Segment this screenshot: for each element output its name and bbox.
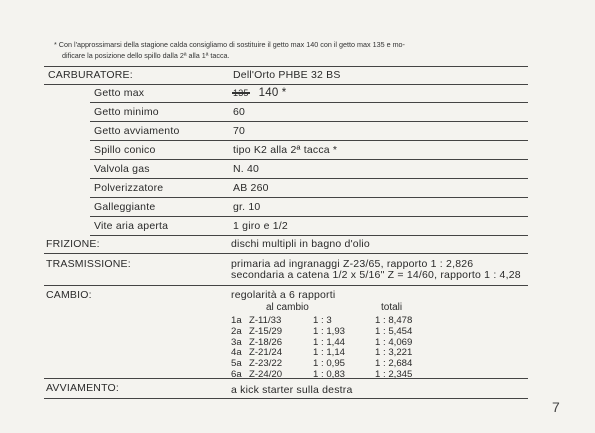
struck-value: 135 bbox=[233, 88, 249, 98]
gear-cell-z: Z-18/26 bbox=[249, 336, 283, 348]
gear-cell-z: Z-15/29 bbox=[249, 325, 283, 337]
gear-cell-total: 1 : 5,454 bbox=[375, 325, 413, 337]
gear-cell-z: Z-23/22 bbox=[249, 358, 283, 370]
rule bbox=[44, 398, 528, 399]
gear-cell-ratio: 1 : 1,44 bbox=[313, 336, 346, 348]
trasmissione-line-2: secondaria a catena 1/2 x 5/16" Z = 14/60, rapporto 1 : 4,28 bbox=[231, 269, 521, 281]
gear-cell-gear: 2a bbox=[231, 325, 242, 337]
carb-row-value: AB 260 bbox=[233, 182, 269, 194]
carb-row-value: 70 bbox=[233, 125, 246, 137]
rule bbox=[90, 216, 528, 217]
gear-cell-gear: 5a bbox=[231, 358, 242, 370]
avviamento-label: AVVIAMENTO: bbox=[46, 382, 119, 394]
rule bbox=[90, 121, 528, 122]
rule bbox=[90, 197, 528, 198]
gear-cell-ratio: 1 : 1,14 bbox=[313, 347, 346, 359]
carb-row-label: Valvola gas bbox=[94, 163, 150, 175]
corrected-value: 140 * bbox=[258, 87, 287, 99]
carb-row-value: tipo K2 alla 2ª tacca * bbox=[233, 144, 338, 156]
gear-cell-z: Z-21/24 bbox=[249, 347, 283, 359]
gear-cell-ratio: 1 : 0,83 bbox=[313, 369, 346, 380]
note-line-2: dificare la posizione dello spillo dalla 2ª alla 1ª tacca. bbox=[62, 51, 230, 60]
gear-cell-gear: 1a bbox=[231, 315, 242, 326]
carb-row-label: Getto avviamento bbox=[94, 125, 180, 137]
trasmissione-label: TRASMISSIONE: bbox=[46, 258, 131, 270]
rule bbox=[44, 378, 528, 379]
page-number: 7 bbox=[552, 399, 560, 415]
cambio-col-header: al cambio bbox=[266, 302, 309, 313]
carb-row-label: Polverizzatore bbox=[94, 182, 164, 194]
rule bbox=[90, 178, 528, 179]
trasmissione-line-1: primaria ad ingranaggi Z-23/65, rapporto 1 : 2,826 bbox=[231, 258, 474, 270]
gear-cell-gear: 3a bbox=[231, 336, 242, 348]
gear-cell-gear: 6a bbox=[231, 369, 242, 380]
carb-row-value: gr. 10 bbox=[233, 201, 261, 213]
carb-row-label: Galleggiante bbox=[94, 201, 156, 213]
cambio-intro: regolarità a 6 rapporti bbox=[231, 289, 336, 301]
carb-row-value: N. 40 bbox=[233, 163, 260, 175]
gear-cell-total: 1 : 2,684 bbox=[375, 358, 413, 370]
carb-row-label: Spillo conico bbox=[94, 144, 156, 156]
note-line-1: * Con l'approssimarsi della stagione calda consigliamo di sostituire il getto max 140 con il getto max 135 e mo- bbox=[54, 40, 405, 49]
cambio-label: CAMBIO: bbox=[46, 289, 92, 301]
carburatore-label: CARBURATORE: bbox=[48, 69, 133, 81]
rule bbox=[44, 253, 528, 254]
gear-cell-total: 1 : 2,345 bbox=[375, 369, 413, 380]
gear-cell-z: Z-11/33 bbox=[249, 315, 282, 326]
rule bbox=[90, 159, 528, 160]
rule bbox=[90, 102, 528, 103]
totali-col-header: totali bbox=[381, 302, 403, 313]
carburatore-value: Dell'Orto PHBE 32 BS bbox=[233, 69, 341, 81]
gear-cell-total: 1 : 3,221 bbox=[375, 347, 413, 359]
rule bbox=[90, 235, 528, 236]
gear-cell-total: 1 : 8,478 bbox=[375, 315, 413, 326]
frizione-value: dischi multipli in bagno d'olio bbox=[231, 238, 370, 250]
carb-row-value: 1 giro e 1/2 bbox=[233, 220, 288, 232]
gear-cell-ratio: 1 : 0,95 bbox=[313, 358, 346, 370]
rule bbox=[90, 140, 528, 141]
rule bbox=[44, 285, 528, 286]
gear-cell-total: 1 : 4,069 bbox=[375, 336, 413, 348]
carb-row-label: Getto max bbox=[94, 87, 145, 99]
gear-cell-z: Z-24/20 bbox=[249, 369, 283, 380]
frizione-label: FRIZIONE: bbox=[46, 238, 100, 250]
rule-top bbox=[44, 66, 528, 67]
carb-row-label: Getto minimo bbox=[94, 106, 159, 118]
avviamento-value: a kick starter sulla destra bbox=[231, 384, 353, 396]
gear-cell-ratio: 1 : 3 bbox=[313, 315, 332, 326]
rule bbox=[44, 84, 528, 85]
gear-cell-gear: 4a bbox=[231, 347, 242, 359]
carb-row-value: 60 bbox=[233, 106, 246, 118]
carb-row-value bbox=[233, 87, 286, 99]
gear-cell-ratio: 1 : 1,93 bbox=[313, 325, 346, 337]
carb-row-label: Vite aria aperta bbox=[94, 220, 169, 232]
